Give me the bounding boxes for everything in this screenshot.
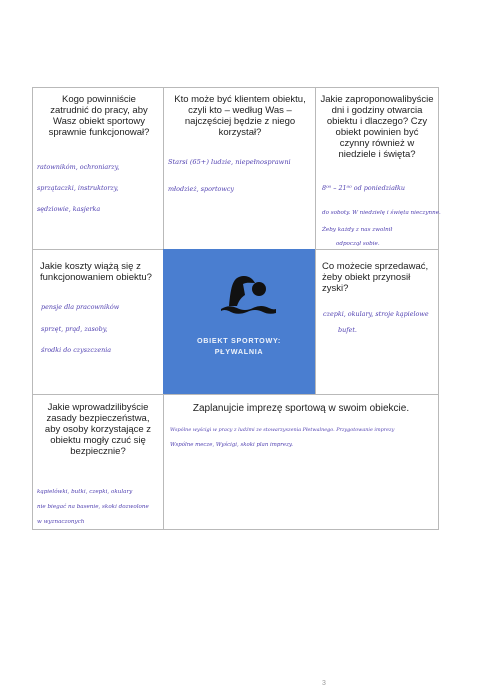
answer-safety-line2: nie biegać na basenie, skoki dozwolone bbox=[37, 504, 149, 510]
answer-event-line2: Wspólne mecze, Wyścigi, skoki plan imprezy. bbox=[170, 442, 293, 448]
answer-staff-line3: sędziowie, kasjerka bbox=[37, 205, 101, 213]
question-staff: Kogo powinniście zatrudnić do pracy, aby Wasz obiekt sportowy sprawnie funkcjonował? bbox=[48, 94, 150, 138]
question-event: Zaplanujcie imprezę sportową w swoim obiekcie. bbox=[192, 403, 410, 414]
answer-clients-line1: Starsi (65+) ludzie, niepełnosprawni bbox=[168, 158, 291, 166]
cell-event bbox=[164, 395, 438, 529]
cell-hours bbox=[316, 88, 441, 250]
page-number: 3 bbox=[322, 680, 326, 687]
answer-sales-line2: bufet. bbox=[338, 326, 357, 334]
answer-hours-line3: Żeby każdy z nas zwolnił bbox=[322, 227, 393, 233]
answer-costs-line1: pensje dla pracowników bbox=[41, 303, 120, 311]
question-hours: Jakie zaproponowalibyście dni i godziny otwarcia obiektu i dlaczego? Czy obiekt powinien być czynny również w niedziele i święta? bbox=[320, 94, 434, 160]
swimmer-icon bbox=[163, 249, 315, 339]
answer-hours-line1: 8⁰⁰ – 21⁰⁰ od poniedziałku bbox=[322, 184, 405, 192]
cell-safety bbox=[33, 395, 164, 529]
cell-sales bbox=[316, 250, 438, 395]
answer-staff-line1: ratownikóm, ochroniarzy, bbox=[37, 163, 120, 171]
question-clients: Kto może być klientem obiektu, czyli kto – według Was – najczęściej będzie z niego korzystał? bbox=[174, 94, 306, 138]
question-costs: Jakie koszty wiążą się z funkcjonowaniem obiektu? bbox=[40, 261, 152, 283]
center-title bbox=[163, 335, 315, 357]
answer-safety-line3: w wyznaczonych bbox=[37, 519, 85, 525]
center-title-line1: OBIEKT SPORTOWY: bbox=[196, 336, 281, 345]
question-sales: Co możecie sprzedawać, żeby obiekt przynosił zyski? bbox=[322, 261, 429, 294]
question-safety: Jakie wprowadzilibyście zasady bezpieczeństwa, aby osoby korzystające z obiektu mogły czuć się bezpiecznie? bbox=[44, 402, 152, 457]
answer-hours-line4: odpoczął sobie. bbox=[336, 241, 380, 247]
answer-safety-line1: kąpielówki, butki, czepki, okulary bbox=[37, 489, 133, 495]
answer-costs-line2: sprzęt, prąd, zasoby, bbox=[41, 325, 108, 333]
cell-clients bbox=[164, 88, 316, 250]
cell-costs bbox=[33, 250, 164, 395]
cell-staff bbox=[33, 88, 164, 250]
answer-costs-line3: środki do czyszczenia bbox=[41, 346, 112, 354]
center-title-line2: PŁYWALNIA bbox=[214, 347, 264, 356]
answer-staff-line2: sprzątaczki, instruktorzy, bbox=[37, 184, 119, 192]
answer-event-line1: Wspólne wyścigi w pracy z ludźmi ze stowarzyszenia Płetwalnego. Przygotowanie imprezy bbox=[170, 427, 395, 433]
answer-sales-line1: czepki, okulary, stroje kąpielowe bbox=[323, 310, 429, 318]
center-tile bbox=[163, 249, 315, 394]
answer-hours-line2: do soboty. W niedzielę i święta nieczynne. bbox=[322, 210, 441, 216]
answer-clients-line2: młodzież, sportowcy bbox=[168, 185, 235, 193]
